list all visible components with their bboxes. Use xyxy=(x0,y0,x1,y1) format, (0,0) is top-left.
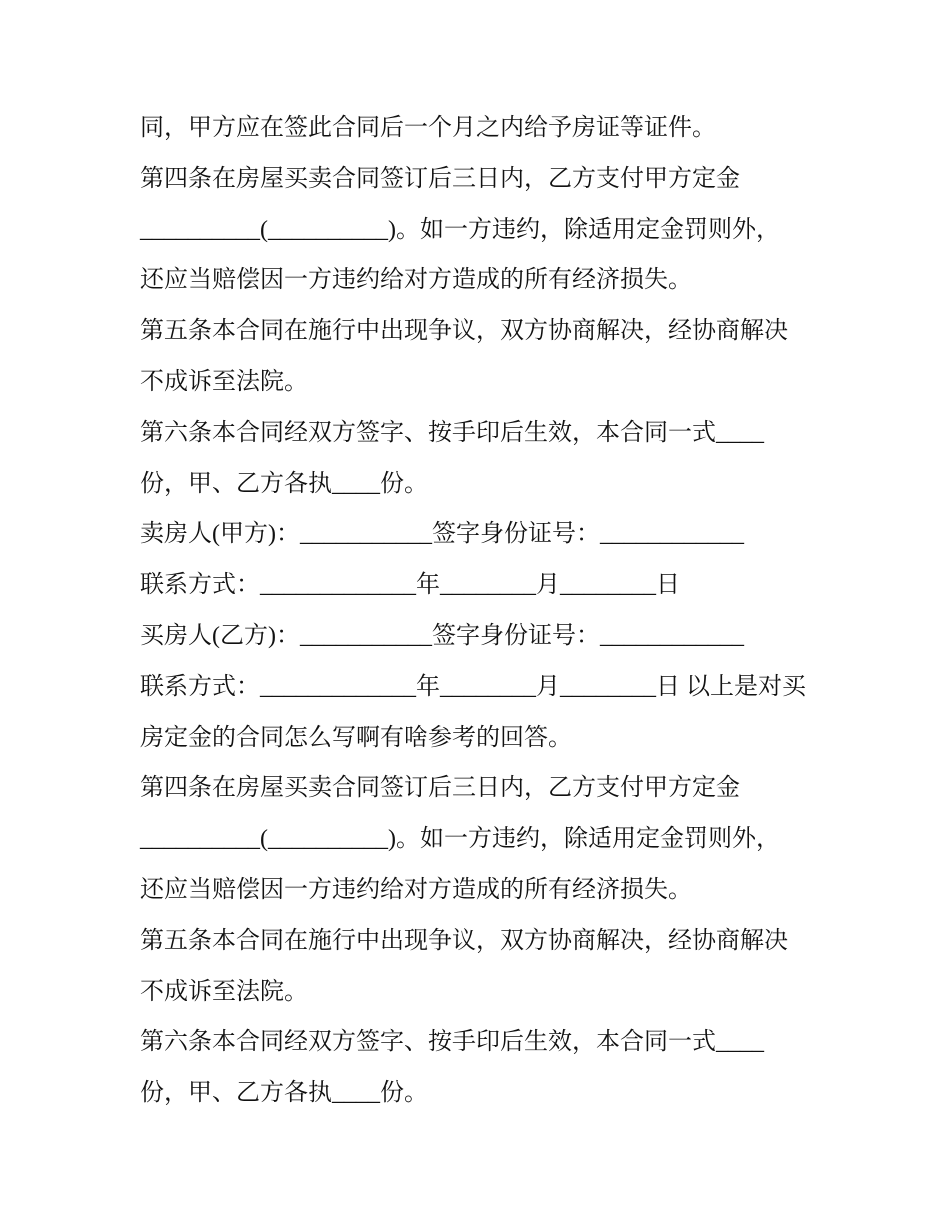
text-line: 第四条在房屋买卖合同签订后三日内，乙方支付甲方定金 xyxy=(140,165,740,192)
text-line: 不成诉至法院。 xyxy=(140,368,308,395)
buyer-signature-line: 买房人(乙方)：___________签字身份证号：____________ xyxy=(140,622,744,649)
text-line: 第六条本合同经双方签字、按手印后生效，本合同一式____ xyxy=(140,419,764,446)
seller-contact-date-line: 联系方式：_____________年________月________日 xyxy=(140,572,680,599)
text-line: 份，甲、乙方各执____份。 xyxy=(140,470,428,497)
text-line: 第五条本合同在施行中出现争议，双方协商解决，经协商解决 xyxy=(140,318,788,345)
seller-signature-line: 卖房人(甲方)：___________签字身份证号：____________ xyxy=(140,521,744,548)
buyer-contact-date-line: 联系方式：_____________年________月________日 以上是对买 xyxy=(140,673,806,700)
document-body xyxy=(140,103,840,1119)
text-line: 第五条本合同在施行中出现争议，双方协商解决，经协商解决 xyxy=(140,927,788,954)
text-line: __________(__________)。如一方违约，除适用定金罚则外， xyxy=(140,826,780,853)
text-line: 还应当赔偿因一方违约给对方造成的所有经济损失。 xyxy=(140,876,692,903)
text-line: 同，甲方应在签此合同后一个月之内给予房证等证件。 xyxy=(140,115,716,141)
text-line: 第四条在房屋买卖合同签订后三日内，乙方支付甲方定金 xyxy=(140,775,740,802)
text-line: 份，甲、乙方各执____份。 xyxy=(140,1080,428,1107)
text-line: 还应当赔偿因一方违约给对方造成的所有经济损失。 xyxy=(140,267,692,294)
text-line: 第六条本合同经双方签字、按手印后生效，本合同一式____ xyxy=(140,1029,764,1056)
text-line: 房定金的合同怎么写啊有啥参考的回答。 xyxy=(140,724,572,751)
text-line: __________(__________)。如一方违约，除适用定金罚则外， xyxy=(140,216,780,243)
text-line: 不成诉至法院。 xyxy=(140,978,308,1005)
